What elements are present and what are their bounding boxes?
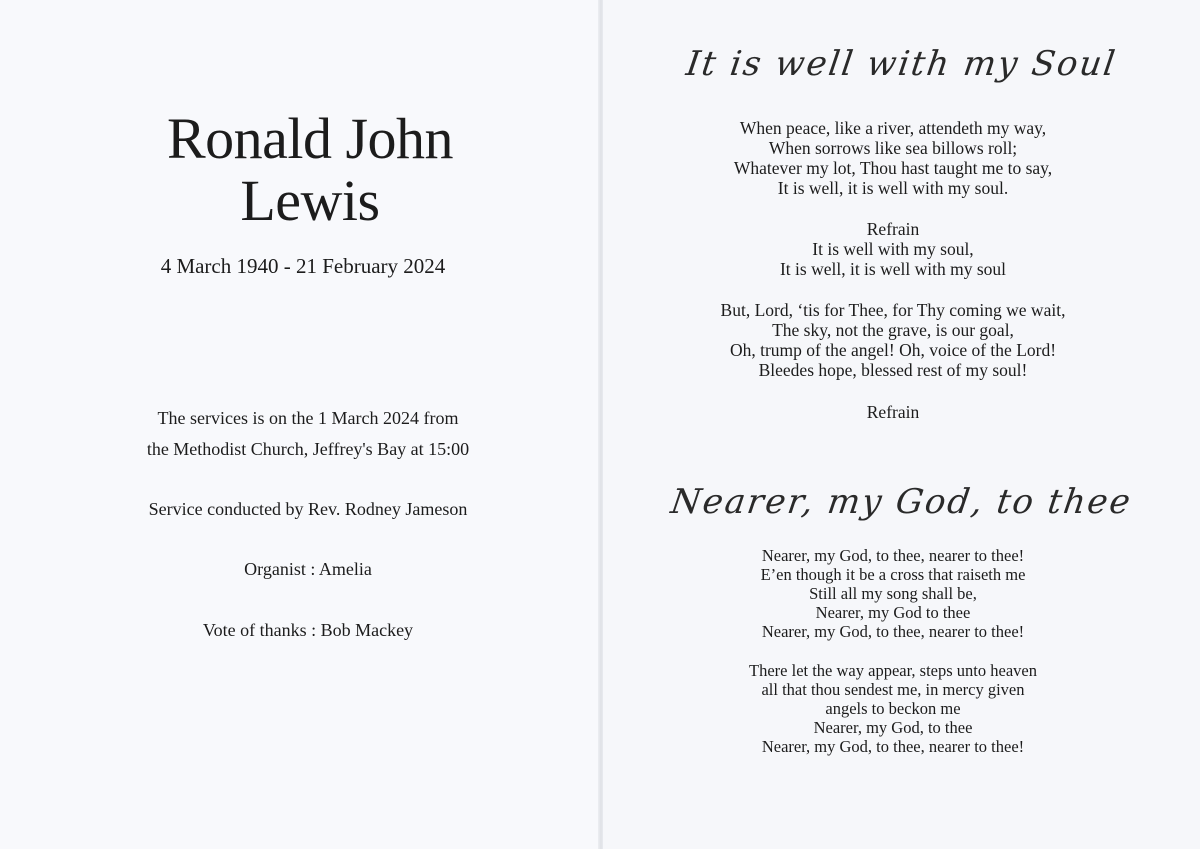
- lyric-line: Nearer, my God, to thee: [813, 718, 973, 737]
- lyric-line: Oh, trump of the angel! Oh, voice of the Lord!: [729, 340, 1057, 360]
- service-details-line-2: the Methodist Church, Jeffrey's Bay at 15:00: [146, 439, 470, 459]
- vote-of-thanks: Vote of thanks : Bob Mackey: [202, 620, 414, 640]
- lyric-line: all that thou sendest me, in mercy given: [761, 680, 1025, 699]
- lyric-line: The sky, not the grave, is our goal,: [772, 320, 1014, 340]
- lyric-line: It is well, it is well with my soul.: [777, 178, 1009, 198]
- name-line-1: Ronald John: [166, 106, 454, 171]
- lyric-line: It is well with my soul,: [812, 239, 974, 259]
- lyric-line: Still all my song shall be,: [809, 584, 977, 603]
- lyric-line: Nearer, my God, to thee, nearer to thee!: [761, 737, 1025, 756]
- lyric-line: But, Lord, ‘tis for Thee, for Thy coming we wait,: [720, 300, 1066, 320]
- lyric-line: angels to beckon me: [825, 699, 961, 718]
- lyric-line: There let the way appear, steps unto heaven: [749, 661, 1037, 680]
- lyric-line: It is well, it is well with my soul: [779, 259, 1007, 279]
- hymn-1-verse-2: [603, 300, 1183, 380]
- lyric-line: E’en though it be a cross that raiseth me: [760, 565, 1026, 584]
- lyric-line: Bleedes hope, blessed rest of my soul!: [758, 360, 1028, 380]
- service-details-line-1: The services is on the 1 March 2024 from: [157, 408, 459, 428]
- organist: Organist : Amelia: [244, 559, 372, 579]
- hymn-1-refrain: [603, 219, 1183, 279]
- lyric-line: When peace, like a river, attendeth my way,: [739, 118, 1047, 138]
- life-dates: 4 March 1940 - 21 February 2024: [160, 254, 446, 278]
- lyric-line: Nearer, my God, to thee, nearer to thee!: [761, 546, 1025, 565]
- deceased-name: [0, 108, 620, 232]
- lyric-line: Nearer, my God to thee: [815, 603, 971, 622]
- lyric-line: Whatever my lot, Thou hast taught me to say,: [733, 158, 1053, 178]
- right-page: [603, 0, 1200, 849]
- lyric-line: When sorrows like sea billows roll;: [768, 138, 1018, 158]
- hymn-2-verse-1: [603, 546, 1183, 641]
- hymn-2-verse-2: [603, 661, 1183, 756]
- hymn-1-refrain-label: [603, 402, 1183, 422]
- name-line-2: Lewis: [240, 168, 380, 233]
- hymn-1-verse-1: [603, 118, 1183, 198]
- lyric-line: Nearer, my God, to thee, nearer to thee!: [761, 622, 1025, 641]
- refrain-label: Refrain: [866, 219, 920, 239]
- service-conductor: Service conducted by Rev. Rodney Jameson: [148, 499, 468, 519]
- hymn-1-title: It is well with my Soul: [683, 44, 1120, 84]
- hymn-2-title: Nearer, my God, to thee: [668, 482, 1135, 522]
- refrain-label: Refrain: [866, 402, 920, 422]
